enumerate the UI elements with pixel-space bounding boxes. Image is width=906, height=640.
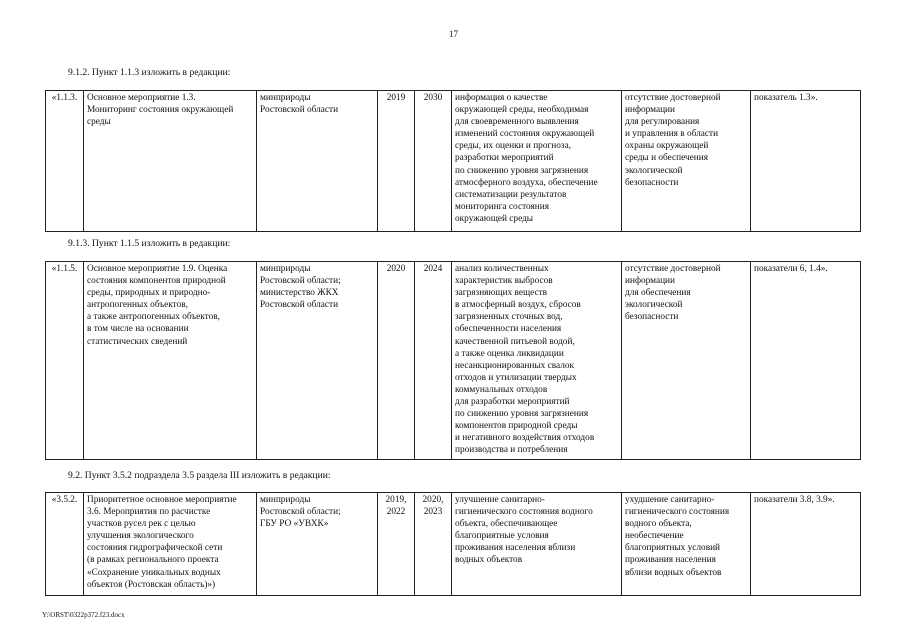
table-row — [46, 91, 861, 232]
row-number: «1.1.5. — [46, 262, 84, 460]
consequences: ухудшение санитарно- гигиенического состояния водного объекта, необеспечение благоприятных условий проживания населения вблизи водных объектов — [622, 493, 751, 596]
indicators: показатели 3.8, 3.9». — [751, 493, 861, 596]
indicators: показатели 6, 1.4». — [751, 262, 861, 460]
row-number: «1.1.3. — [46, 91, 84, 232]
measure-name: Основное мероприятие 1.9. Оценка состояния компонентов природной среды, природных и природно- антропогенных объектов, а также антропогенных объектов, в том числе на основании статистических сведений — [84, 262, 257, 460]
paragraph-heading: 9.1.2. Пункт 1.1.3 изложить в редакции: — [68, 67, 231, 78]
start-year: 2020 — [378, 262, 415, 460]
measure-table — [45, 90, 861, 232]
page-number: 17 — [449, 29, 458, 39]
measure-name: Основное мероприятие 1.3. Мониторинг состояния окружающей среды — [84, 91, 257, 232]
measure-table — [45, 492, 861, 596]
executor: минприроды Ростовской области — [257, 91, 378, 232]
table-row — [46, 493, 861, 596]
measure-table — [45, 261, 861, 460]
footer-file-path: Y:\ORST\0322p372.f23.docx — [42, 611, 125, 619]
indicators: показатель 1.3». — [751, 91, 861, 232]
expected-result: улучшение санитарно- гигиенического состояния водного объекта, обеспечивающее благоприятные условия проживания населения вблизи водных объектов — [452, 493, 622, 596]
consequences: отсутствие достоверной информации для обеспечения экологической безопасности — [622, 262, 751, 460]
measure-name: Приоритетное основное мероприятие 3.6. Мероприятия по расчистке участков русел рек с целью улучшения экологического состояния гидрографической сети (в рамках регионального проекта «Сохранение уникальных водных объектов (Ростовская область)») — [84, 493, 257, 596]
paragraph-heading: 9.2. Пункт 3.5.2 подраздела 3.5 раздела III изложить в редакции: — [68, 470, 331, 481]
table-row — [46, 262, 861, 460]
executor: минприроды Ростовской области; министерство ЖКХ Ростовской области — [257, 262, 378, 460]
executor: минприроды Ростовской области; ГБУ РО «УВХК» — [257, 493, 378, 596]
expected-result: информация о качестве окружающей среды, необходимая для своевременного выявления изменений состояния окружающей среды, их оценки и прогноза, разработки мероприятий по снижению уровня загрязнения атмосферного воздуха, обеспечение систематизации результатов мониторинга состояния окружающей среды — [452, 91, 622, 232]
paragraph-heading: 9.1.3. Пункт 1.1.5 изложить в редакции: — [68, 238, 231, 249]
start-year: 2019, 2022 — [378, 493, 415, 596]
row-number: «3.5.2. — [46, 493, 84, 596]
consequences: отсутствие достоверной информации для регулирования и управления в области охраны окружающей среды и обеспечения экологической безопасности — [622, 91, 751, 232]
start-year: 2019 — [378, 91, 415, 232]
end-year: 2024 — [415, 262, 452, 460]
expected-result: анализ количественных характеристик выбросов загрязняющих веществ в атмосферный воздух, сбросов загрязненных сточных вод, обеспеченности населения качественной питьевой водой, а также оценка ликвидации несанкционированных свалок отходов и утилизации твердых коммунальных отходов для разработки мероприятий по снижению уровня загрязнения компонентов природной среды и негативного воздействия отходов производства и потребления — [452, 262, 622, 460]
end-year: 2030 — [415, 91, 452, 232]
end-year: 2020, 2023 — [415, 493, 452, 596]
